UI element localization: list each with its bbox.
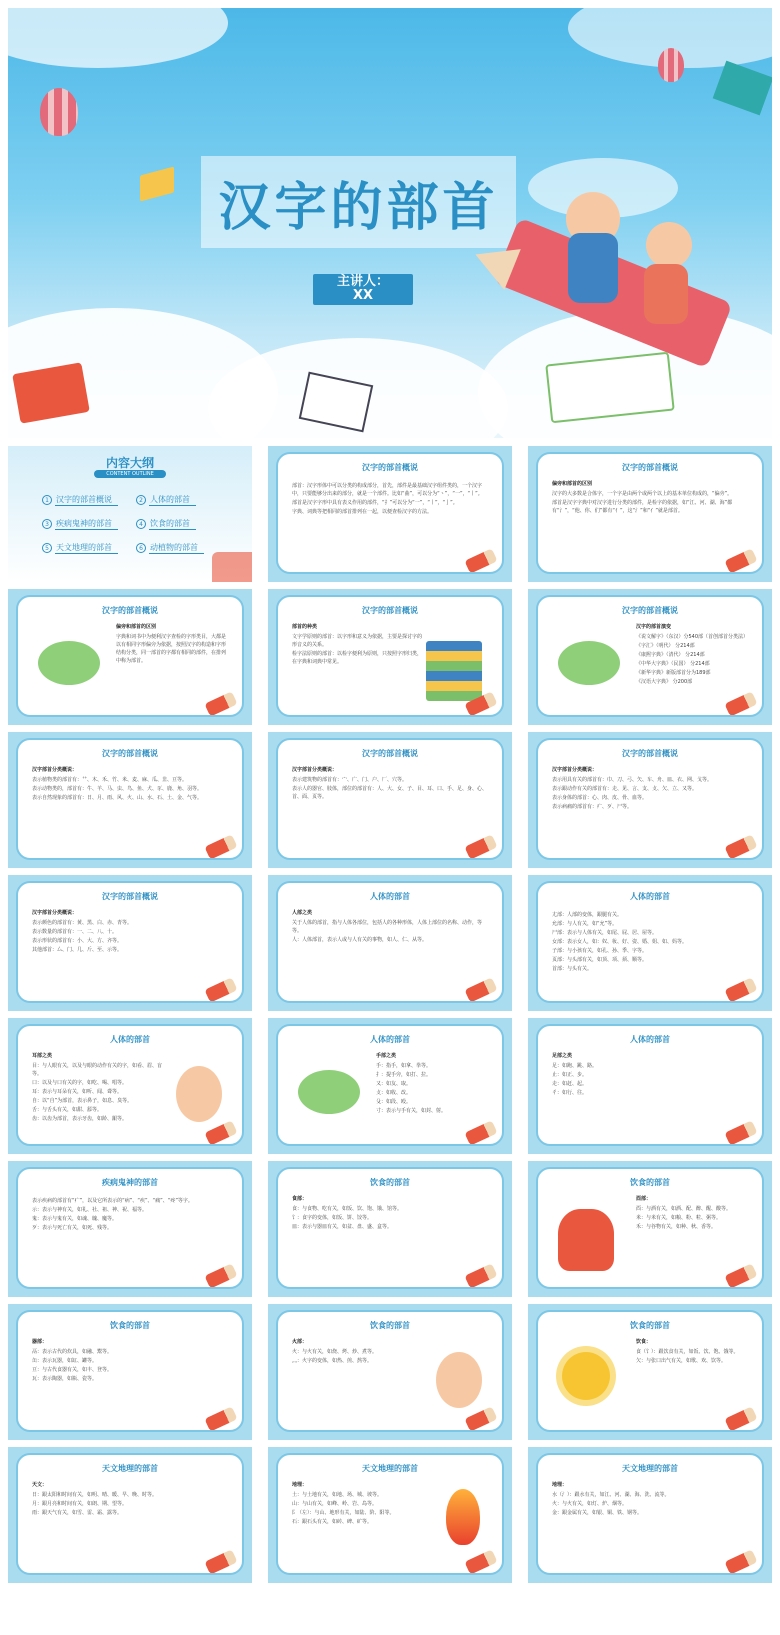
bullet-text: 齿：以齿为部首，表示牙齿，如龄、龈等。 [32, 1116, 128, 1122]
slide-card [276, 1167, 504, 1289]
slide-card [536, 738, 764, 860]
bullet-text: 表示植物类的部首有：艹、木、禾、竹、米、麦、麻、瓜、韭、豆等。 [32, 777, 188, 783]
pencil-icon [204, 977, 237, 1002]
slide-body [292, 623, 422, 667]
bullet-text: 足：如跑、跳、路。 [552, 1063, 598, 1069]
pencil-icon [464, 1549, 497, 1574]
content-slide[interactable] [528, 1018, 772, 1154]
bullet-text: 舌：与舌头有关，如甜、舔等。 [32, 1107, 103, 1113]
slide-body [552, 1052, 748, 1098]
bullet-text: 皿：表示与器皿有关，如盆、盘、盛、盒等。 [292, 1224, 393, 1230]
slide-title: 饮食的部首 [630, 1321, 670, 1330]
bullet-text: 允部：与人有关，如“允”等。 [552, 921, 618, 927]
pencil-icon [204, 691, 237, 716]
bullet-text: 字典和词书中为便利汉字查检的字形类目，大都是以有相同字形偏旁为依据，按照汉字的构造和字形结构分类，同一部首的字都有相同的部件，在排列中称为部首。 [116, 634, 227, 664]
pencil-icon [204, 1120, 237, 1145]
bullet-text: 《康熙字典》（清代） 分214部 [636, 652, 705, 658]
slide-card [536, 1453, 764, 1575]
slide-card [536, 1310, 764, 1432]
page-title: 汉字的部首 [218, 176, 499, 238]
content-slide[interactable] [8, 875, 252, 1011]
bullet-text: 月：跟月亮和时间有关，如朗、期、望等。 [32, 1501, 128, 1507]
slide-subheading: 酉部： [636, 1196, 652, 1202]
bullet-text: 女部：表示女人，如：奴、妆、好、姿、婚、姐、如、妈等。 [552, 939, 688, 945]
pencil-icon [724, 691, 757, 716]
bullet-text: 缶：表示瓦器，如缸、罐等。 [32, 1358, 98, 1364]
slide-card [276, 1024, 504, 1146]
slide-subheading: 汉字部首分类概说： [552, 767, 598, 773]
bullet-text: 自：以“自”为部首，表示鼻子，如息、臭等。 [32, 1098, 133, 1104]
slide-title: 人体的部首 [110, 1035, 150, 1044]
slide-title: 饮食的部首 [630, 1178, 670, 1187]
outline-item[interactable] [42, 542, 118, 554]
girl-body [644, 264, 688, 324]
slide-title: 人体的部首 [370, 1035, 410, 1044]
content-slide[interactable] [8, 1447, 252, 1583]
kid-illustration [436, 1352, 482, 1408]
presenter-name: XX [352, 288, 374, 303]
slide-card [276, 595, 504, 717]
bullet-text: 水（氵）：跟水有关，如江、河、湖、海、洗、流等。 [552, 1492, 670, 1498]
pencil-icon [724, 1120, 757, 1145]
bullet-text: 鬼：表示与鬼有关，如魂、魄、魔等。 [32, 1216, 118, 1222]
pencil-icon [724, 1406, 757, 1431]
bullet-text: 页部：与头部有关，如顶、项、须、顺等。 [552, 957, 648, 963]
bullet-text: 火：与火有关，如烧、烤、炒、煮等。 [292, 1349, 378, 1355]
balloon-icon [658, 48, 684, 82]
bullet-text: 表示数量的部首有：一、二、八、十。 [32, 929, 118, 935]
slide-card [16, 738, 244, 860]
cover-slide[interactable] [8, 8, 772, 438]
bullet-text: 米：与米有关，如粮、粉、粒、粥等。 [636, 1215, 722, 1221]
slide-body [292, 480, 488, 517]
bullet-text: 《字汇》（明代） 分214部 [636, 643, 695, 649]
bullet-text: 人：人体部首，表示人或与人有关的事物，如人、仁、从等。 [292, 937, 428, 943]
outline-slide[interactable] [8, 446, 252, 582]
bullet-text: 鬲：表示古代的炊具，如融、鬻等。 [32, 1349, 113, 1355]
bullet-text: 部首是汉字字形中具有表义作用的部件，“扌”可以分为“一”，“丨”，“亅”。 [292, 500, 458, 506]
bullet-text: 尢部：人部的变体，跟腿有关。 [552, 912, 623, 918]
slide-card [276, 452, 504, 574]
slide-body [552, 1481, 748, 1518]
book-icon [713, 61, 772, 116]
pencil-icon [724, 1263, 757, 1288]
slide-body [552, 909, 748, 974]
pencil-icon [724, 977, 757, 1002]
bullet-text: 金：跟金属有关，如银、铜、铁、钢等。 [552, 1510, 643, 1516]
slide-title: 汉字的部首概说 [102, 892, 158, 901]
slide-subheading: 火部： [292, 1339, 308, 1345]
kids-illustration [38, 641, 100, 685]
slide-card [536, 1167, 764, 1289]
slide-subheading: 食部： [292, 1196, 308, 1202]
kids-illustration [558, 641, 620, 685]
bullet-text: 其他部首：厶、门、几、斤、至、示等。 [32, 947, 123, 953]
pencil-icon [464, 1263, 497, 1288]
slide-body [292, 1195, 488, 1232]
slide-card [276, 881, 504, 1003]
slide-title: 人体的部首 [630, 892, 670, 901]
presenter-label: 主讲人： [336, 274, 389, 289]
pencil-icon [204, 1263, 237, 1288]
bullet-text: 尸部：表示与人体有关，如尾、屁、居、屋等。 [552, 930, 658, 936]
bullet-text: 灬：火字的变体，如热、煎、熬等。 [292, 1358, 373, 1364]
slide-card [536, 1024, 764, 1146]
bullet-text: 土：与土地有关，如地、场、城、坡等。 [292, 1492, 383, 1498]
pencil-icon [464, 977, 497, 1002]
slide-body [116, 623, 228, 666]
slide-card [16, 1167, 244, 1289]
bullet-text: 酉：与酒有关，如酒、配、醉、醒、酸等。 [636, 1206, 732, 1212]
slide-title: 汉字的部首概说 [622, 749, 678, 758]
title-banner [201, 156, 516, 248]
book-icon [140, 166, 174, 201]
pencil-icon [464, 548, 497, 573]
outline-item[interactable] [42, 518, 118, 530]
slide-card [16, 1024, 244, 1146]
kid-illustration [176, 1066, 222, 1122]
outline-num: 4 [136, 519, 146, 529]
slide-body [292, 766, 488, 802]
content-slide[interactable] [268, 875, 512, 1011]
slide-body [636, 623, 748, 687]
outline-num: 2 [136, 495, 146, 505]
bullet-text: 检字法原则的部首：以检字便利为原则，只按照字形归类，在字典和词典中常见。 [292, 651, 423, 665]
slide-body [32, 1338, 228, 1384]
outline-label: 饮食的部首 [149, 518, 196, 530]
content-slide[interactable] [528, 732, 772, 868]
bullet-text: 部首：汉字形体中可以分类的构成部分，首先，部件是最基础汉字组件类的，一个汉字中，只要能够分出来的部分，就是一个部件。比如“曲”，可以分为“丶”，“一”，“丨”。 [292, 483, 483, 497]
bullet-text: 石：跟石头有关，如砖、碑、矿等。 [292, 1519, 373, 1525]
pencil-icon [204, 1406, 237, 1431]
content-slide[interactable] [8, 1018, 252, 1154]
slide-body [32, 909, 228, 955]
slide-title: 人体的部首 [630, 1035, 670, 1044]
bullet-text: 山：与山有关，如峰、岭、岩、岛等。 [292, 1501, 378, 1507]
slide-card [536, 595, 764, 717]
slide-card [276, 1453, 504, 1575]
outline-label: 汉字的部首概说 [55, 494, 118, 506]
outline-num: 1 [42, 495, 52, 505]
bullet-text: 《新华字典》新版部首分为189部 [636, 670, 711, 676]
reading-girl-illustration [558, 1209, 614, 1271]
bullet-text: 食：与食物、吃有关，如饭、饮、饱、饿、馆等。 [292, 1206, 403, 1212]
bullet-text: 攴：如收、改。 [376, 1090, 412, 1096]
outline-item[interactable] [42, 494, 118, 506]
slide-body [636, 1338, 748, 1366]
slide-card [16, 881, 244, 1003]
bullet-text: 饣：食字的变体，如饭、饼、饺等。 [292, 1215, 373, 1221]
slide-subheading: 耳部之类 [32, 1053, 53, 1059]
bullet-text: 走：如赶、起。 [552, 1081, 588, 1087]
slide-title: 天文地理的部首 [362, 1464, 418, 1473]
bullet-text: 《汉语大字典》 分200部 [636, 679, 693, 685]
pencil-icon [464, 1406, 497, 1431]
slide-body [32, 1481, 228, 1518]
content-slide[interactable] [268, 1304, 512, 1440]
slide-body [32, 1195, 228, 1233]
slide-title: 汉字的部首概说 [622, 606, 678, 615]
bullet-text: 首部：与头有关。 [552, 966, 593, 972]
slide-body [636, 1195, 748, 1232]
slide-title: 汉字的部首概说 [102, 749, 158, 758]
slide-subheading: 汉字部首分类概说： [32, 767, 78, 773]
slide-subheading: 手部之类 [376, 1053, 397, 1059]
bullet-text: 关于人体的部首，指与人体各部位，包括人的各种形体，人体上部位的名称、动作，等等。 [292, 920, 483, 934]
pencil-icon [464, 1120, 497, 1145]
slide-title: 疾病鬼神的部首 [102, 1178, 158, 1187]
content-slide[interactable] [528, 1161, 772, 1297]
bullet-text: 禾：与谷物有关，如种、秋、香等。 [636, 1224, 717, 1230]
bullet-text: 日：跟太阳和时间有关，如明、晴、暖、早、晚、时等。 [32, 1492, 158, 1498]
bullet-text: 表示身体的部首：心、肉、皮、骨、血等。 [552, 795, 648, 801]
bullet-text: 表示建筑物的部首有：宀、广、门、户、厂、穴等。 [292, 777, 408, 783]
bullet-text: 汉字的大多数是合体字，一个字是由两个或两个以上的基本单位构成的，“偏旁”。 [552, 491, 733, 497]
bullet-text: 表示形状的部首有：小、大、方、齐等。 [32, 938, 123, 944]
slide-card [16, 1310, 244, 1432]
slide-subheading: 部首的种类 [292, 624, 318, 630]
slide-title: 汉字的部首概说 [362, 463, 418, 472]
pencil-icon [204, 1549, 237, 1574]
slide-body [552, 766, 748, 812]
pencil-icon [204, 834, 237, 859]
slide-subheading: 汉字的部首演变 [636, 624, 672, 630]
slide-subheading: 汉字部首分类概说： [292, 767, 338, 773]
girl-illustration [646, 222, 692, 268]
bullet-text: 彳：如行、往。 [552, 1090, 588, 1096]
slide-body [292, 1338, 422, 1366]
slide-title: 汉字的部首概说 [362, 749, 418, 758]
content-slide[interactable] [528, 875, 772, 1011]
slide-body [376, 1052, 488, 1116]
slide-card [536, 881, 764, 1003]
bullet-text: 阝（左）：与山、地形有关，如陆、阶、阳等。 [292, 1510, 395, 1516]
outline-item[interactable] [136, 494, 196, 506]
pencil-icon [464, 834, 497, 859]
pencil-icon [724, 834, 757, 859]
bullet-text: 表示病痛的部首有：疒、歹、尸等。 [552, 804, 633, 810]
balloon-icon [40, 88, 78, 136]
slide-card [536, 452, 764, 574]
bullet-text: 《说文解字》（东汉）分540部（首创部首分类法） [636, 634, 749, 640]
content-slide[interactable] [268, 1018, 512, 1154]
bullet-text: 字典、词典等把相同的部首排列在一起，以便查检汉字的方法。 [292, 509, 433, 515]
outline-num: 3 [42, 519, 52, 529]
outline-num: 5 [42, 543, 52, 553]
bullet-text: 子部：与小孩有关，如孔、孙、季、字等。 [552, 948, 648, 954]
bullet-text: 表示动物类的，部首有：牛、羊、马、虫、鸟、鱼、犬、豕、鹿、角、羽等。 [32, 786, 203, 792]
content-slide[interactable] [8, 732, 252, 868]
slide-subheading: 器部： [32, 1339, 48, 1345]
books-illustration [426, 641, 482, 701]
slide-body [32, 766, 228, 803]
slide-subheading: 偏旁和部首的区别 [116, 624, 157, 630]
kids-illustration [298, 1070, 360, 1114]
outline-label: 人体的部首 [149, 494, 196, 506]
slide-title: 汉字的部首概说 [362, 606, 418, 615]
slide-title: 饮食的部首 [370, 1178, 410, 1187]
bullet-text: 雨：跟天气有关，如雪、雷、霜、露等。 [32, 1510, 123, 1516]
bullet-text: 止：如正、步。 [552, 1072, 588, 1078]
bullet-text: 又：如友、取。 [376, 1081, 412, 1087]
content-slide[interactable] [268, 589, 512, 725]
slide-body [552, 480, 748, 516]
bullet-text: 殳：如段、殴。 [376, 1099, 412, 1105]
bullet-text: 表示疾病的部首有“疒”，以及它所表示的“病”、“疾”、“痛”、“疼”等字。 [32, 1198, 193, 1204]
bullet-text: 火：与火有关，如灯、炉、烟等。 [552, 1501, 628, 1507]
slide-subheading: 天文： [32, 1482, 48, 1488]
bullet-text: 手：指手，如拿、拳等。 [376, 1063, 432, 1069]
bullet-text: 瓦：表示陶器，如瓶、瓷等。 [32, 1376, 98, 1382]
cloud [8, 8, 228, 68]
slide-card [276, 738, 504, 860]
bullet-text: 耳：表示与耳朵有关，如听、闻、聋等。 [32, 1089, 123, 1095]
content-slide[interactable] [528, 1304, 772, 1440]
slide-title: 汉字的部首概说 [102, 606, 158, 615]
bullet-text: 寸：表示与手有关，如封、射。 [376, 1108, 447, 1114]
outline-label: 天文地理的部首 [55, 542, 118, 554]
slide-title: 人体的部首 [370, 892, 410, 901]
slide-body [292, 909, 488, 945]
slide-subheading: 地理： [552, 1482, 568, 1488]
slide-body [32, 1052, 162, 1124]
slide-title: 饮食的部首 [110, 1321, 150, 1330]
outline-num: 6 [136, 543, 146, 553]
slide-title: 天文地理的部首 [622, 1464, 678, 1473]
slide-card [16, 595, 244, 717]
content-slide[interactable] [8, 1304, 252, 1440]
slide-title: 天文地理的部首 [102, 1464, 158, 1473]
content-slide[interactable] [268, 446, 512, 582]
slide-body [292, 1481, 422, 1527]
outline-title: 内容大纲 [105, 456, 154, 470]
pencil-icon [724, 1549, 757, 1574]
bullet-text: 目：与人眼有关，以及与眼的动作有关的字，如看、眉、盲等。 [32, 1063, 163, 1077]
content-slide[interactable] [8, 589, 252, 725]
bullet-text: 口：以及与口有关的字，如吃、喝、唱等。 [32, 1080, 128, 1086]
slide-subheading: 足部之类 [552, 1053, 573, 1059]
content-slide[interactable] [268, 1161, 512, 1297]
bullet-text: 表示颜色的部首有：黄、黑、白、赤、青等。 [32, 920, 133, 926]
outline-item[interactable] [136, 518, 196, 530]
slide-title: 饮食的部首 [370, 1321, 410, 1330]
bullet-text: 示：表示与神有关，如礼、社、祖、神、祝、福等。 [32, 1207, 148, 1213]
bullet-text: 表示跟动作有关的部首有：走、见、言、支、攴、欠、立、又等。 [552, 786, 698, 792]
bullet-text: 欠：与张口出气有关，如歌、欢、饮等。 [636, 1358, 727, 1364]
bullet-text: 表示自然现象的部首有：日、月、雨、风、火、山、水、石、土、金、气等。 [32, 795, 203, 801]
bullet-text: 文字学原则的部首：以字形和意义为依据，主要是探讨字的形音义的关系。 [292, 634, 423, 648]
pencil-icon [724, 548, 757, 573]
outline-item[interactable] [136, 542, 204, 554]
flame-icon [446, 1489, 480, 1545]
bullet-text: 表示用具有关的部首有：巾、刀、弓、矢、车、舟、皿、衣、网、戈等。 [552, 777, 713, 783]
slide-subheading: 地理： [292, 1482, 308, 1488]
presenter-badge [313, 274, 413, 305]
content-slide[interactable] [268, 1447, 512, 1583]
content-slide[interactable] [528, 446, 772, 582]
bullet-text: 豆：与古代食器有关，如丰、登等。 [32, 1367, 113, 1373]
content-slide[interactable] [528, 1447, 772, 1583]
boy-body [568, 233, 618, 303]
bullet-text: 食（饣）：跟饮食有关，如饭、饮、饱、饿等。 [636, 1349, 739, 1355]
content-slide[interactable] [268, 732, 512, 868]
slide-card [16, 1453, 244, 1575]
bullet-text: 《中华大字典》（民国） 分214部 [636, 661, 710, 667]
outline-label: 动植物的部首 [149, 542, 204, 554]
outline-label: 疾病鬼神的部首 [55, 518, 118, 530]
slide-card [276, 1310, 504, 1432]
content-slide[interactable] [528, 589, 772, 725]
bullet-text: 部首是汉字字典中对汉字进行分类的部件，是检字的依据，如“江、河、湖、海”都有“氵”，“他、你、们”都有“亻”，这“氵”和“亻”就是部首。 [552, 500, 733, 514]
slide-title: 汉字的部首概说 [622, 463, 678, 472]
bullet-text: 扌：提手旁，如打、拉。 [376, 1072, 432, 1078]
slide-subheading: 汉字部首分类概说： [32, 910, 78, 916]
slide-subheading: 饮食： [636, 1339, 652, 1345]
slide-subheading: 人部之类 [292, 910, 313, 916]
content-slide[interactable] [8, 1161, 252, 1297]
bullet-text: 歹：表示与死亡有关，如死、残等。 [32, 1225, 113, 1231]
sun-icon [562, 1352, 610, 1400]
pencil-decoration [212, 552, 252, 582]
slide-subheading: 偏旁和部首的区别 [552, 481, 593, 487]
outline-subtitle: CONTENT OUTLINE [94, 470, 166, 478]
bullet-text: 表示人的器官、肢体，部位的部首有：人、大、女、子、目、耳、口、手、足、身、心、首、面、页等。 [292, 786, 488, 800]
